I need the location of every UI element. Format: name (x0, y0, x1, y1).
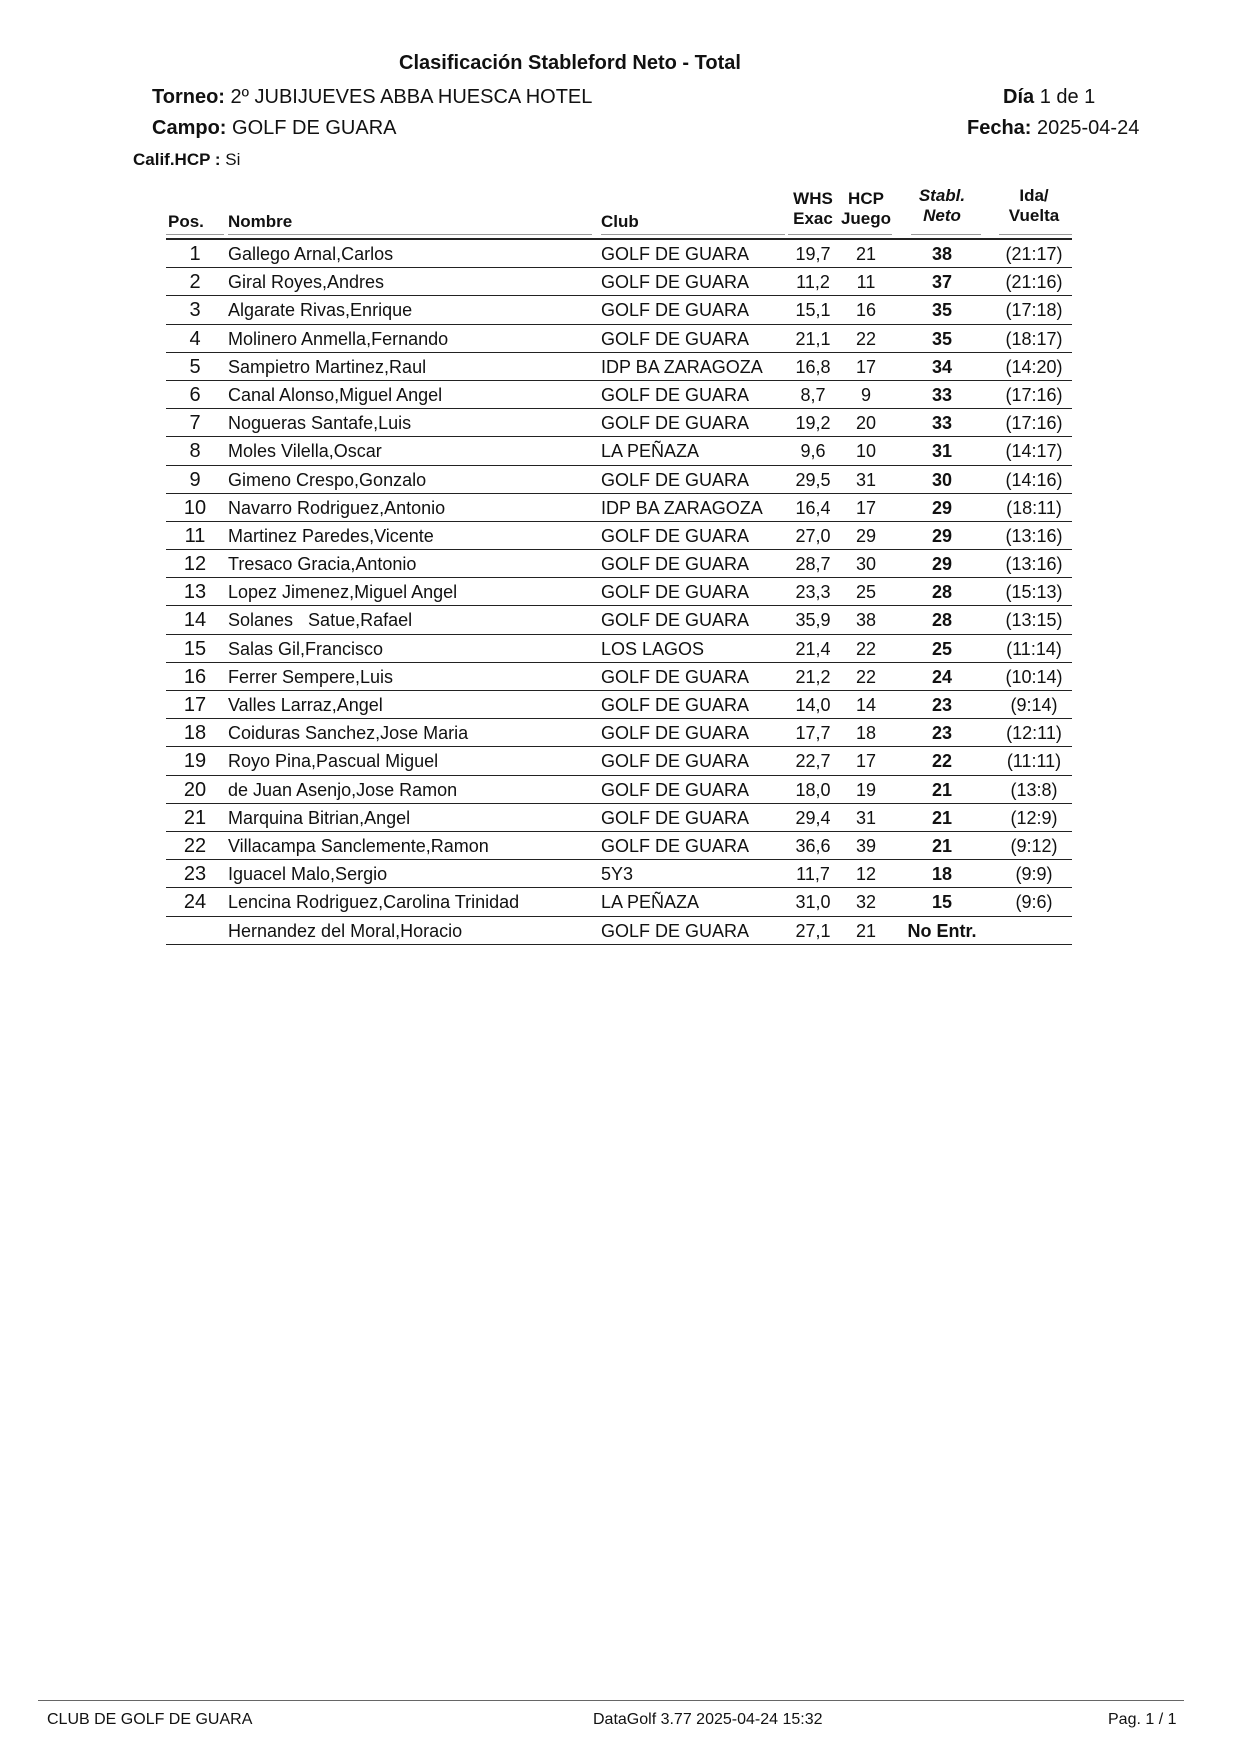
cell-pos: 5 (189, 355, 201, 378)
cell-club: GOLF DE GUARA (601, 244, 750, 264)
cell-whs: 16,8 (795, 356, 831, 377)
cell-hcp: 38 (855, 610, 877, 631)
table-row (166, 437, 1072, 465)
torneo-value: 2º JUBIJUEVES ABBA HUESCA HOTEL (230, 86, 593, 108)
cell-pos: 19 (183, 750, 207, 773)
table-row (166, 663, 1072, 691)
cell-neto: 18 (931, 864, 953, 885)
cell-ida: (9:12) (1010, 835, 1058, 856)
cell-club: GOLF DE GUARA (601, 695, 750, 715)
cell-club: 5Y3 (601, 864, 634, 885)
cell-nombre: Sampietro Martinez,Raul (228, 356, 427, 377)
cell-nombre: Salas Gil,Francisco (228, 638, 384, 659)
header-divider (999, 234, 1072, 235)
cell-neto: 25 (931, 638, 953, 659)
cell-club: GOLF DE GUARA (601, 835, 750, 856)
cell-club: GOLF DE GUARA (601, 723, 750, 744)
cell-neto: 21 (931, 779, 953, 800)
cell-pos: 3 (189, 299, 201, 322)
cell-pos: 24 (183, 891, 207, 914)
cell-whs: 11,7 (796, 864, 830, 885)
cell-neto: 30 (931, 469, 953, 490)
header-ida-line2: Vuelta (1008, 206, 1060, 225)
cell-ida: (14:16) (1005, 469, 1063, 490)
cell-neto: 22 (931, 751, 953, 772)
cell-club: GOLF DE GUARA (601, 666, 750, 687)
table-row (166, 578, 1072, 606)
table-row (166, 888, 1072, 916)
header-hcp-line1: HCP (848, 189, 884, 208)
cell-pos: 4 (189, 327, 201, 350)
cell-nombre: Canal Alonso,Miguel Angel (228, 384, 443, 405)
cell-nombre: Gallego Arnal,Carlos (228, 244, 394, 264)
cell-ida: (17:18) (1005, 300, 1063, 321)
cell-whs: 19,7 (795, 244, 831, 264)
table-row (166, 296, 1072, 324)
cell-club: LOS LAGOS (601, 638, 705, 659)
header-divider (911, 234, 981, 235)
header-divider (228, 234, 592, 235)
cell-pos: 12 (183, 553, 207, 576)
cell-hcp: 22 (855, 328, 877, 349)
dia-value: 1 de 1 (1039, 86, 1096, 108)
cell-nombre: Molinero Anmella,Fernando (228, 328, 449, 349)
cell-whs: 19,2 (795, 413, 831, 434)
cell-club: GOLF DE GUARA (601, 328, 750, 349)
cell-neto: 21 (931, 807, 953, 828)
cell-neto: 24 (931, 666, 953, 687)
header-stabl-neto (896, 186, 988, 226)
cell-neto: 29 (931, 554, 953, 575)
cell-pos: 13 (183, 581, 207, 604)
cell-nombre: Martinez Paredes,Vicente (228, 525, 434, 546)
header-hcp-line2: Juego (840, 209, 892, 228)
cell-hcp: 31 (855, 469, 877, 490)
torneo-label: Torneo: (152, 86, 225, 108)
cell-whs: 21,1 (795, 328, 831, 349)
cell-ida: (10:14) (1005, 666, 1063, 687)
cell-nombre: Solanes Satue,Rafael (228, 610, 413, 631)
table-row (166, 409, 1072, 437)
cell-club: GOLF DE GUARA (601, 300, 750, 321)
table-row (166, 550, 1072, 578)
cell-neto: 31 (931, 441, 953, 462)
cell-ida: (21:16) (1005, 272, 1063, 293)
cell-neto: 33 (931, 384, 953, 405)
cell-nombre: Ferrer Sempere,Luis (228, 666, 394, 687)
fecha-value: 2025-04-24 (1037, 117, 1140, 139)
footer-divider (38, 1700, 1184, 1701)
cell-hcp: 14 (855, 695, 877, 715)
cell-neto: 21 (931, 835, 953, 856)
cell-ida: (13:15) (1005, 610, 1063, 631)
cell-whs: 11,2 (796, 272, 830, 293)
cell-whs: 18,0 (795, 779, 831, 800)
cell-club: GOLF DE GUARA (601, 413, 750, 434)
table-row (166, 860, 1072, 888)
cell-neto: 35 (931, 328, 953, 349)
cell-pos: 18 (183, 722, 207, 745)
table-header (166, 176, 1072, 238)
cell-hcp: 39 (855, 835, 877, 856)
footer-software-timestamp: DataGolf 3.77 2025-04-24 15:32 (593, 1711, 823, 1728)
table-body (166, 238, 1072, 945)
cell-club: GOLF DE GUARA (601, 610, 750, 631)
campo-value: GOLF DE GUARA (232, 117, 397, 139)
cell-nombre: Valles Larraz,Angel (228, 695, 383, 715)
cell-whs: 15,1 (795, 300, 831, 321)
cell-hcp: 17 (855, 356, 877, 377)
cell-neto: 34 (931, 356, 953, 377)
cell-neto: No Entr. (907, 920, 977, 941)
header-divider (788, 234, 892, 235)
table-row (166, 747, 1072, 775)
cell-club: GOLF DE GUARA (601, 384, 750, 405)
table-row (166, 240, 1072, 268)
cell-hcp: 29 (855, 525, 877, 546)
header-stabl-line2: Neto (923, 206, 961, 225)
cell-hcp: 25 (855, 582, 877, 603)
cell-pos: 8 (189, 440, 201, 463)
cell-hcp: 17 (855, 497, 877, 518)
cell-nombre: Lencina Rodriguez,Carolina Trinidad (228, 892, 520, 913)
cell-club: GOLF DE GUARA (601, 807, 750, 828)
cell-ida: (11:14) (1006, 638, 1062, 659)
cell-ida: (13:16) (1005, 554, 1063, 575)
cell-club: IDP BA ZARAGOZA (601, 356, 763, 377)
cell-pos: 14 (183, 609, 207, 632)
cell-ida: (18:17) (1005, 328, 1063, 349)
cell-hcp: 19 (855, 779, 877, 800)
cell-whs: 23,3 (795, 582, 831, 603)
dia-label: Día (1003, 86, 1035, 108)
footer-page-number: Pag. 1 / 1 (1108, 1711, 1177, 1728)
header-hcp (838, 189, 894, 229)
cell-whs: 16,4 (795, 497, 831, 518)
cell-ida: (12:11) (1006, 723, 1062, 744)
cell-ida: (21:17) (1005, 244, 1063, 264)
cell-neto: 23 (931, 695, 953, 715)
header-pos: Pos. (168, 212, 204, 231)
table-row (166, 522, 1072, 550)
cell-ida: (17:16) (1005, 384, 1063, 405)
table-row (166, 494, 1072, 522)
cell-nombre: Moles Vilella,Oscar (228, 441, 382, 462)
cell-nombre: Coiduras Sanchez,Jose Maria (228, 723, 469, 744)
cell-hcp: 22 (855, 666, 877, 687)
cell-neto: 35 (931, 300, 953, 321)
cell-nombre: Hernandez del Moral,Horacio (228, 920, 463, 941)
cell-hcp: 12 (855, 864, 877, 885)
cell-hcp: 32 (855, 892, 877, 913)
table-row (166, 832, 1072, 860)
cell-hcp: 31 (855, 807, 877, 828)
cell-neto: 23 (931, 723, 953, 744)
cell-whs: 17,7 (795, 723, 831, 744)
cell-pos: 22 (183, 834, 207, 857)
header-whs-line1: WHS (793, 189, 833, 208)
cell-whs: 21,4 (795, 638, 831, 659)
cell-club: LA PEÑAZA (601, 892, 700, 913)
cell-hcp: 21 (855, 920, 877, 941)
cell-ida: (13:16) (1005, 525, 1063, 546)
cell-pos: 6 (189, 383, 201, 406)
cell-hcp: 21 (855, 244, 877, 264)
cell-hcp: 16 (855, 300, 877, 321)
cell-nombre: Tresaco Gracia,Antonio (228, 554, 417, 575)
cell-club: GOLF DE GUARA (601, 554, 750, 575)
table-row (166, 635, 1072, 663)
header-nombre: Nombre (228, 212, 293, 231)
cell-club: GOLF DE GUARA (601, 582, 750, 603)
cell-pos: 9 (189, 468, 201, 491)
cell-hcp: 17 (855, 751, 877, 772)
cell-ida: (9:6) (1015, 892, 1053, 913)
cell-nombre: Giral Royes,Andres (228, 272, 385, 293)
calif-value: Si (225, 150, 241, 169)
cell-pos: 10 (183, 496, 207, 519)
cell-hcp: 10 (855, 441, 877, 462)
table-row (166, 606, 1072, 634)
cell-club: GOLF DE GUARA (601, 751, 750, 772)
cell-ida: (13:8) (1010, 779, 1058, 800)
cell-nombre: Nogueras Santafe,Luis (228, 413, 412, 434)
cell-ida: (9:14) (1010, 695, 1058, 715)
cell-hcp: 22 (855, 638, 877, 659)
campo-info (152, 117, 397, 140)
cell-whs: 14,0 (795, 695, 831, 715)
cell-neto: 15 (931, 892, 953, 913)
cell-pos: 15 (183, 637, 207, 660)
page-title: Clasificación Stableford Neto - Total (399, 52, 741, 74)
cell-pos: 2 (189, 271, 201, 294)
header-stabl-line1: Stabl. (918, 186, 966, 205)
cell-ida: (17:16) (1005, 413, 1063, 434)
table-row (166, 353, 1072, 381)
cell-nombre: Royo Pina,Pascual Miguel (228, 751, 439, 772)
table-row (166, 776, 1072, 804)
cell-pos: 20 (183, 778, 207, 801)
cell-whs: 27,1 (795, 920, 831, 941)
cell-ida: (14:20) (1005, 356, 1063, 377)
cell-club: GOLF DE GUARA (601, 779, 750, 800)
header-whs (788, 189, 838, 229)
cell-pos: 7 (189, 412, 201, 435)
cell-hcp: 9 (860, 384, 871, 405)
table-row (166, 917, 1072, 945)
results-table (166, 176, 1072, 945)
table-row (166, 381, 1072, 409)
cell-pos: 17 (183, 694, 207, 716)
cell-nombre: Gimeno Crespo,Gonzalo (228, 469, 427, 490)
cell-hcp: 30 (855, 554, 877, 575)
table-row (166, 691, 1072, 719)
cell-whs: 22,7 (795, 751, 831, 772)
cell-neto: 28 (931, 582, 953, 603)
cell-ida: (18:11) (1006, 497, 1062, 518)
cell-pos: 23 (183, 863, 207, 886)
cell-neto: 29 (931, 525, 953, 546)
cell-nombre: Marquina Bitrian,Angel (228, 807, 411, 828)
torneo-info (152, 86, 592, 109)
cell-whs: 28,7 (795, 554, 831, 575)
cell-hcp: 18 (855, 723, 877, 744)
cell-nombre: Villacampa Sanclemente,Ramon (228, 835, 489, 856)
cell-club: LA PEÑAZA (601, 441, 700, 462)
cell-pos: 16 (183, 665, 207, 688)
cell-whs: 29,4 (795, 807, 831, 828)
cell-nombre: Navarro Rodriguez,Antonio (228, 497, 446, 518)
cell-whs: 36,6 (795, 835, 831, 856)
cell-whs: 21,2 (795, 666, 831, 687)
cell-neto: 29 (931, 497, 953, 518)
cell-ida: (11:11) (1006, 751, 1062, 772)
header-divider (166, 234, 224, 235)
cell-ida: (12:9) (1010, 807, 1058, 828)
cell-nombre: de Juan Asenjo,Jose Ramon (228, 779, 458, 800)
cell-neto: 38 (931, 244, 953, 264)
cell-ida: (15:13) (1005, 582, 1063, 603)
cell-club: GOLF DE GUARA (601, 525, 750, 546)
table-row (166, 268, 1072, 296)
cell-club: GOLF DE GUARA (601, 469, 750, 490)
cell-ida: (14:17) (1005, 441, 1063, 462)
cell-whs: 8,7 (800, 384, 826, 405)
cell-club: GOLF DE GUARA (601, 920, 750, 941)
cell-whs: 29,5 (795, 469, 831, 490)
cell-whs: 27,0 (795, 525, 831, 546)
header-divider (601, 234, 785, 235)
cell-whs: 31,0 (795, 892, 831, 913)
cell-hcp: 20 (855, 413, 877, 434)
cell-whs: 9,6 (800, 441, 826, 462)
header-ida-line1: Ida/ (1019, 186, 1049, 205)
cell-whs: 35,9 (795, 610, 831, 631)
cell-pos: 11 (184, 524, 206, 547)
cell-ida: (9:9) (1015, 864, 1053, 885)
header-whs-line2: Exac (793, 209, 833, 228)
cell-club: IDP BA ZARAGOZA (601, 497, 763, 518)
cell-neto: 33 (931, 413, 953, 434)
campo-label: Campo: (152, 117, 227, 139)
dia-info (1003, 86, 1095, 109)
calif-label: Calif.HCP : (133, 150, 221, 169)
header-club: Club (601, 212, 639, 231)
header-ida-vuelta (999, 186, 1069, 226)
cell-pos: 1 (189, 243, 201, 265)
cell-nombre: Algarate Rivas,Enrique (228, 300, 413, 321)
cell-hcp: 11 (856, 272, 876, 293)
cell-neto: 37 (931, 272, 953, 293)
table-row (166, 325, 1072, 353)
cell-club: GOLF DE GUARA (601, 272, 750, 293)
footer-club: CLUB DE GOLF DE GUARA (47, 1711, 253, 1728)
cell-nombre: Iguacel Malo,Sergio (228, 864, 388, 885)
cell-nombre: Lopez Jimenez,Miguel Angel (228, 582, 458, 603)
calif-hcp-info (133, 150, 240, 170)
table-row (166, 466, 1072, 494)
cell-pos: 21 (183, 806, 207, 829)
fecha-info (967, 117, 1139, 140)
fecha-label: Fecha: (967, 117, 1032, 139)
cell-neto: 28 (931, 610, 953, 631)
table-row (166, 719, 1072, 747)
table-row (166, 804, 1072, 832)
